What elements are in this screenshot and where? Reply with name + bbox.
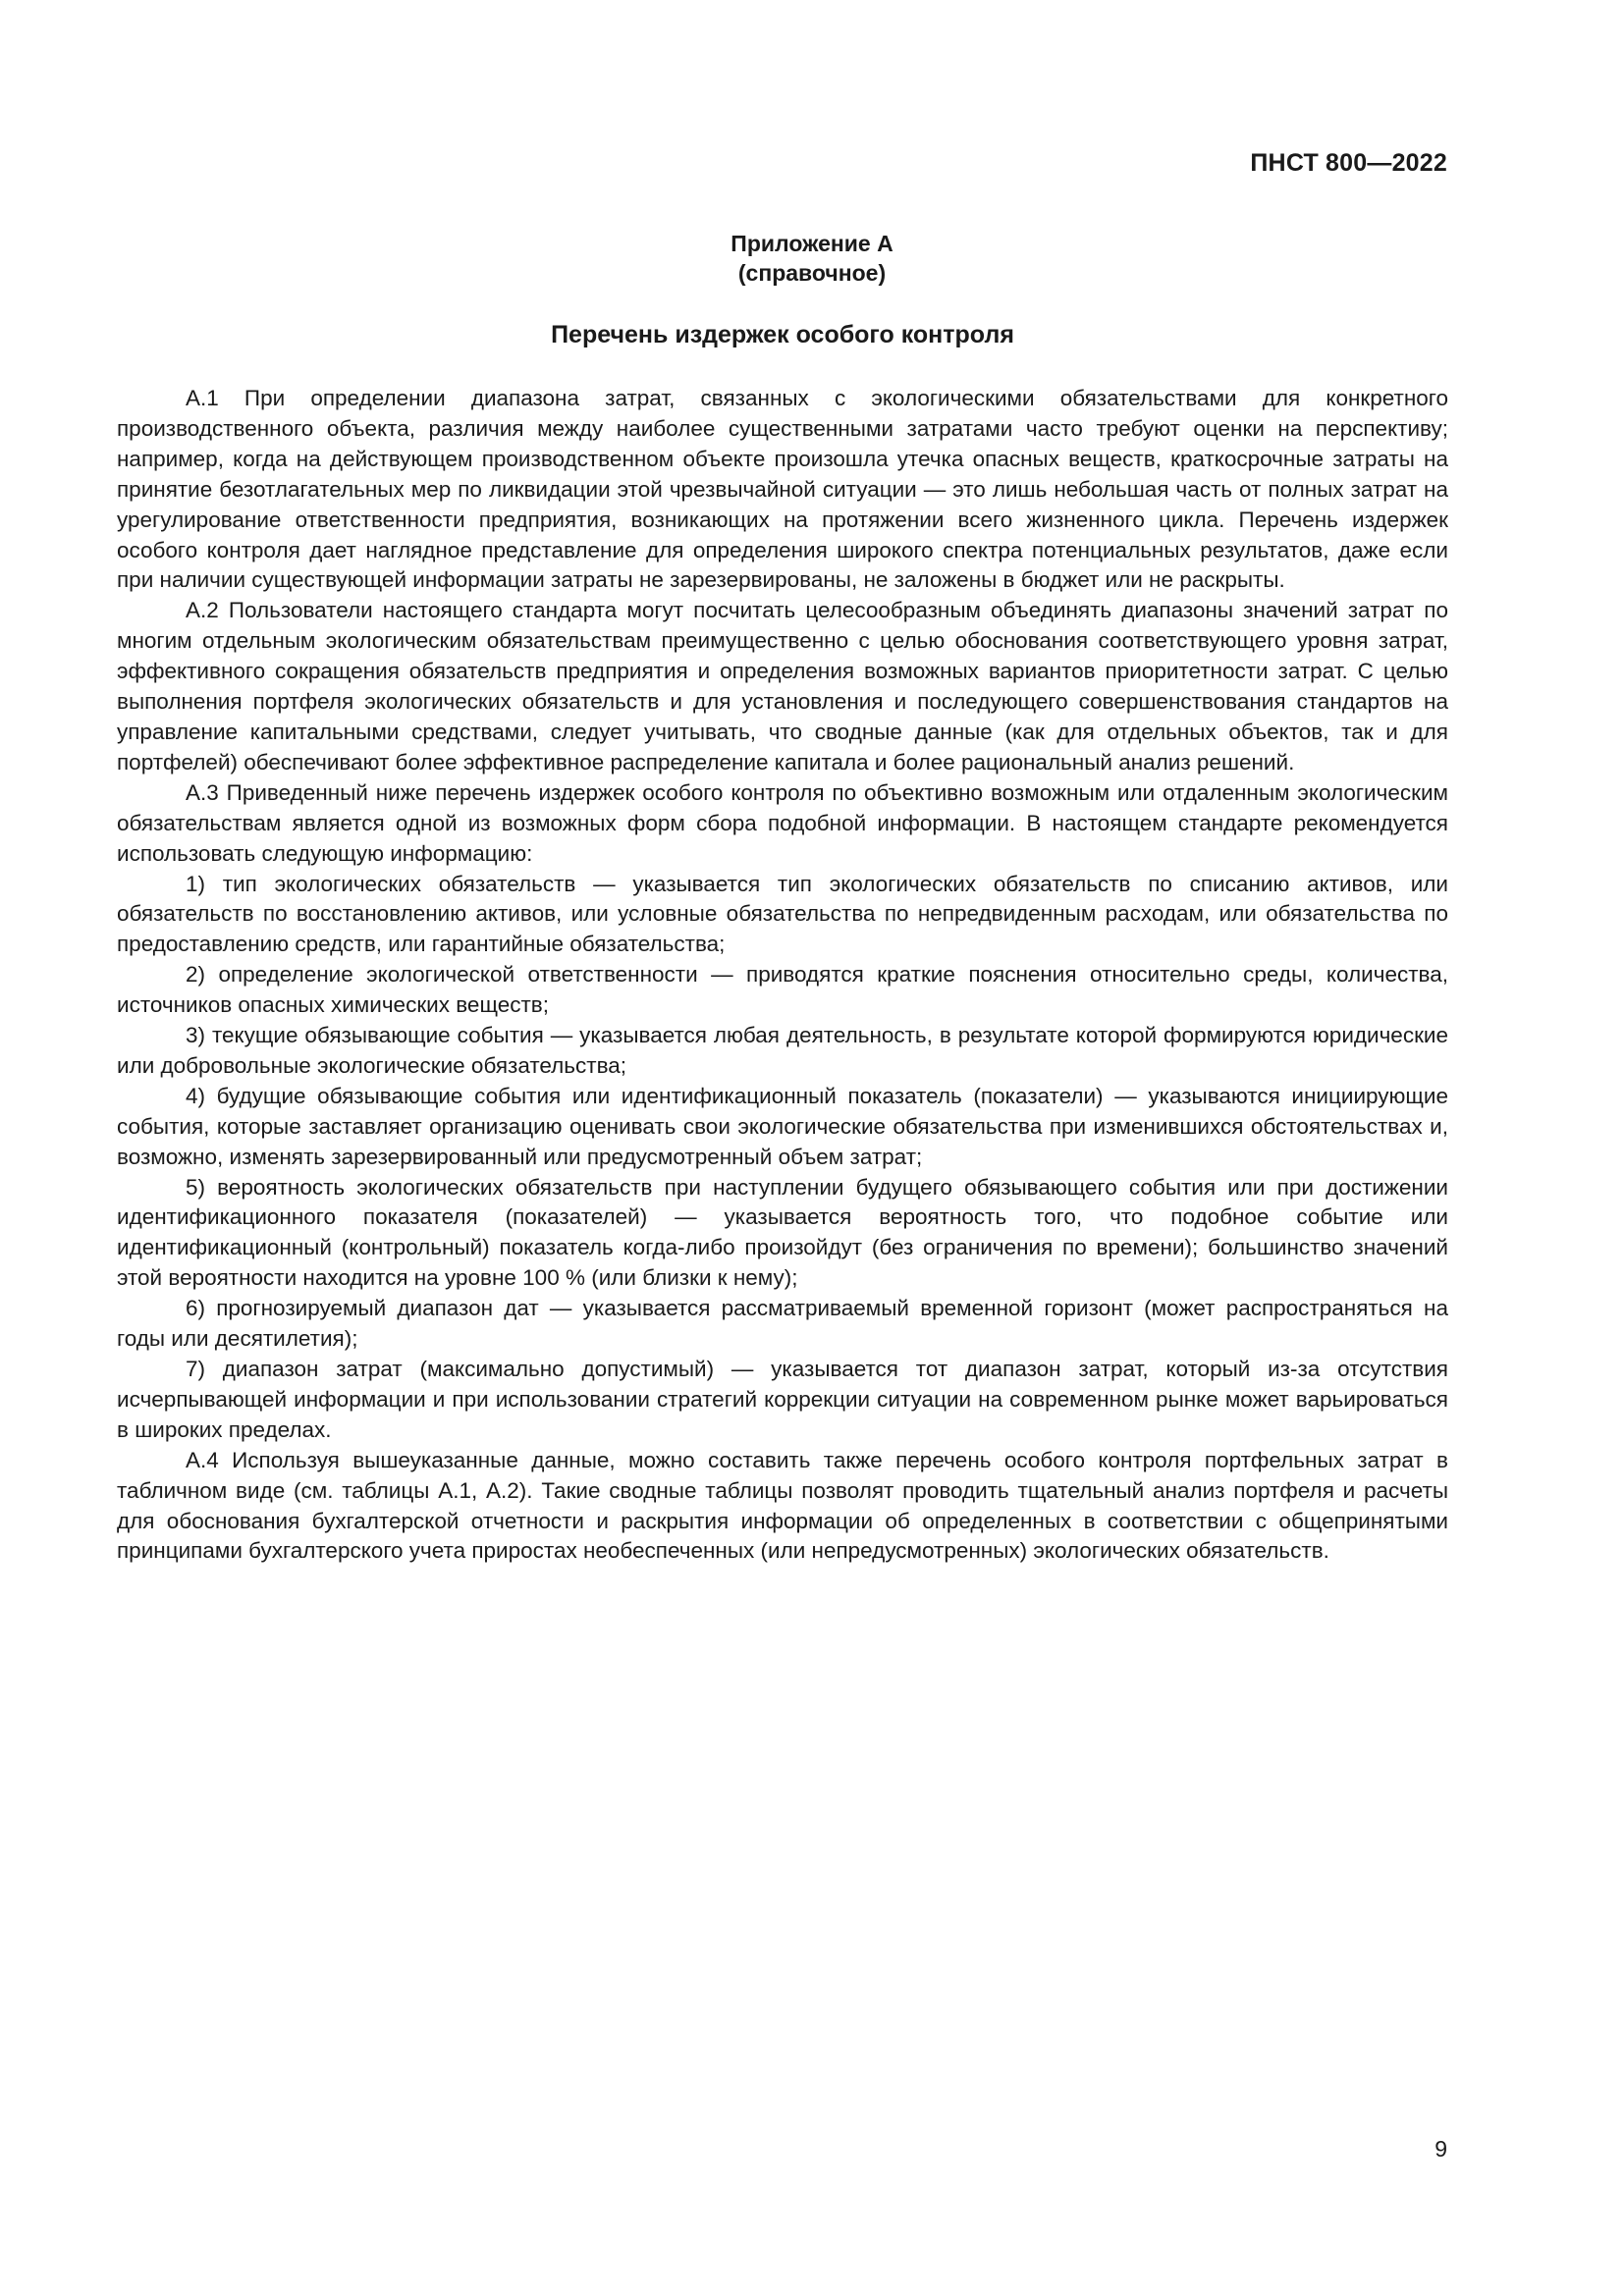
list-item-7: 7) диапазон затрат (максимально допустимый) — указывается тот диапазон затрат, который из-за отсутствия исчерпывающей информации и при использовании стратегий коррекции ситуации на современном рынке может варьироваться в широких пределах. <box>117 1357 1448 1442</box>
paragraph-a3: А.3 Приведенный ниже перечень издержек особого контроля по объективно возможным или отдаленным экологическим обязательствам является одной из возможных форм сбора подобной информации. В настоящем стандарте рекомендуется использовать следующую информацию: <box>117 779 1448 866</box>
body-text <box>117 384 1448 1567</box>
list-item-2: 2) определение экологической ответственности — приводятся краткие пояснения относительно среды, количества, источников опасных химических веществ; <box>117 962 1448 1018</box>
list-item-1: 1) тип экологических обязательств — указывается тип экологических обязательств по списанию активов, или обязательств по восстановлению активов, или условные обязательства по непредвиденным расходам, или обязательства по предоставлению средств, или гарантийные обязательства; <box>117 871 1448 957</box>
appendix-heading <box>0 229 1624 288</box>
appendix-type: (справочное) <box>737 260 887 286</box>
list-item-5: 5) вероятность экологических обязательств при наступлении будущего обязывающего события или при достижении идентификационного показателя (показателей) — указывается вероятность того, что подобное событие или идентификационный (контрольный) показатель когда-либо произойдут (без ограничения по времени); большинство значений этой вероятности находится на уровне 100 % (или близки к нему); <box>117 1174 1448 1291</box>
list-item-6: 6) прогнозируемый диапазон дат — указывается рассматриваемый временной горизонт (может распространяться на годы или десятилетия); <box>117 1296 1448 1352</box>
page-number: 9 <box>1435 2136 1447 2162</box>
appendix-label: Приложение А <box>731 231 893 256</box>
paragraph-a1: А.1 При определении диапазона затрат, связанных с экологическими обязательствами для конкретного производственного объекта, различия между наиболее существенными затратами часто требуют оценки на перспективу; например, когда на действующем производственном объекте произошла утечка опасных веществ, краткосрочные затраты на принятие безотлагательных мер по ликвидации этой чрезвычайной ситуации — это лишь небольшая часть от полных затрат на урегулирование ответственности предприятия, возникающих на протяжении всего жизненного цикла. Перечень издержек особого контроля дает наглядное представление для определения широкого спектра потенциальных результатов, даже если при наличии существующей информации затраты не зарезервированы, не заложены в бюджет или не раскрыты. <box>117 386 1448 593</box>
paragraph-a4: А.4 Используя вышеуказанные данные, можно составить также перечень особого контроля портфельных затрат в табличном виде (см. таблицы А.1, А.2). Такие сводные таблицы позволят проводить тщательный анализ портфеля и расчеты для обоснования бухгалтерской отчетности и раскрытия информации об определенных в соответствии с общепринятыми принципами бухгалтерского учета приростах необеспеченных (или непредусмотренных) экологических обязательств. <box>117 1447 1448 1564</box>
paragraph-a2: А.2 Пользователи настоящего стандарта могут посчитать целесообразным объединять диапазоны значений затрат по многим отдельным экологическим обязательствам преимущественно с целью обоснования соответствующего уровня затрат, эффективного сокращения обязательств предприятия и определения возможных вариантов приоритетности затрат. С целью выполнения портфеля экологических обязательств и для установления и последующего совершенствования стандартов на управление капитальными средствами, следует учитывать, что сводные данные (как для отдельных объектов, так и для портфелей) обеспечивают более эффективное распределение капитала и более рациональный анализ решений. <box>117 598 1448 774</box>
list-item-4: 4) будущие обязывающие события или идентификационный показатель (показатели) — указываются инициирующие события, которые заставляет организацию оценивать свои экологические обязательства при изменившихся обстоятельствах и, возможно, изменять зарезервированный или предусмотренный объем затрат; <box>117 1083 1448 1169</box>
list-item-3: 3) текущие обязывающие события — указывается любая деятельность, в результате которой формируются юридические или добровольные экологические обязательства; <box>117 1023 1448 1078</box>
section-title: Перечень издержек особого контроля <box>551 321 1014 348</box>
document-code: ПНСТ 800—2022 <box>1250 149 1447 177</box>
